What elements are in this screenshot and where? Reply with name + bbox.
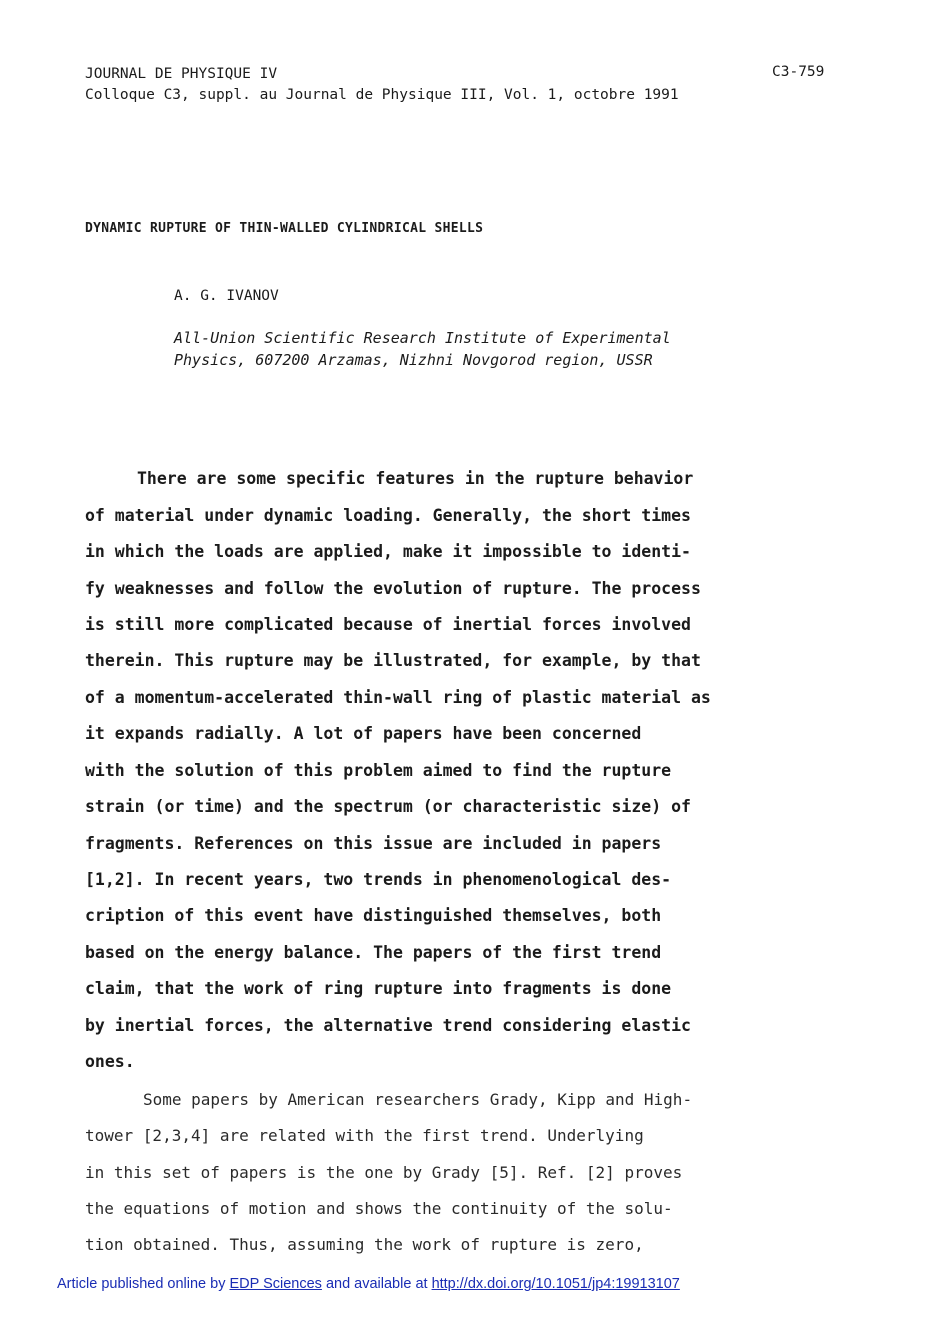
body-text-line: with the solution of this problem aimed to find the rupture <box>85 761 672 780</box>
body-text-line: the equations of motion and shows the continuity of the solu- <box>85 1199 673 1218</box>
body-text-line: Some papers by American researchers Grady, Kipp and High- <box>143 1090 693 1109</box>
body-text-line: cription of this event have distinguished themselves, both <box>85 906 662 925</box>
body-text-line: of a momentum-accelerated thin-wall ring of plastic material as <box>85 688 711 707</box>
edp-sciences-link[interactable]: EDP Sciences <box>229 1276 322 1292</box>
body-text-line: therein. This rupture may be illustrated, for example, by that <box>85 651 701 670</box>
body-text-line: of material under dynamic loading. Generally, the short times <box>85 506 691 525</box>
journal-name: JOURNAL DE PHYSIQUE IV <box>85 66 278 82</box>
affiliation-line: All-Union Scientific Research Institute of Experimental <box>174 329 671 347</box>
article-title: DYNAMIC RUPTURE OF THIN-WALLED CYLINDRICAL SHELLS <box>85 221 484 236</box>
body-text-line: tion obtained. Thus, assuming the work of rupture is zero, <box>85 1235 644 1254</box>
body-text-line: There are some specific features in the rupture behavior <box>137 469 694 488</box>
body-text-line: claim, that the work of ring rupture into fragments is done <box>85 979 672 998</box>
body-text-line: in this set of papers is the one by Grady [5]. Ref. [2] proves <box>85 1163 683 1182</box>
body-text-line: by inertial forces, the alternative trend considering elastic <box>85 1016 691 1035</box>
footer-middle: and available at <box>325 1276 428 1292</box>
doi-link[interactable]: http://dx.doi.org/10.1051/jp4:19913107 <box>431 1276 680 1292</box>
body-text-line: in which the loads are applied, make it impossible to identi- <box>85 542 691 561</box>
body-text-line: ones. <box>85 1052 135 1071</box>
body-text-line: is still more complicated because of inertial forces involved <box>85 615 691 634</box>
body-text-line: it expands radially. A lot of papers have been concerned <box>85 724 642 743</box>
body-text-line: fy weaknesses and follow the evolution of rupture. The process <box>85 579 701 598</box>
author-name: A. G. IVANOV <box>174 288 279 304</box>
colloque-line: Colloque C3, suppl. au Journal de Physique III, Vol. 1, octobre 1991 <box>85 87 679 103</box>
publication-footer <box>57 1276 680 1292</box>
footer-prefix: Article published online by <box>57 1276 226 1292</box>
page-code: C3-759 <box>772 64 825 80</box>
affiliation-line: Physics, 607200 Arzamas, Nizhni Novgorod region, USSR <box>174 351 653 369</box>
body-text-line: tower [2,3,4] are related with the first trend. Underlying <box>85 1126 644 1145</box>
body-text-line: fragments. References on this issue are included in papers <box>85 834 662 853</box>
body-text-line: based on the energy balance. The papers of the first trend <box>85 943 662 962</box>
body-text-line: [1,2]. In recent years, two trends in phenomenological des- <box>85 870 672 889</box>
body-text-line: strain (or time) and the spectrum (or characteristic size) of <box>85 797 691 816</box>
